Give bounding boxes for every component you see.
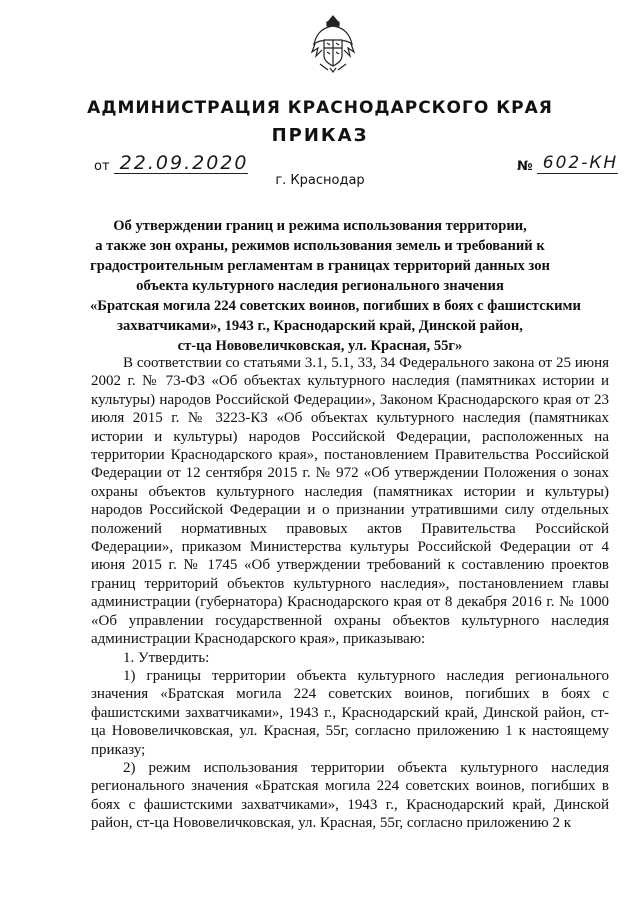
city-label: г. Краснодар bbox=[275, 173, 365, 188]
number-field bbox=[517, 153, 618, 174]
number-prefix: № bbox=[517, 159, 533, 174]
title-line: градостроительным регламентам в границах территорий данных зон bbox=[90, 258, 550, 274]
order-item-1: 1. Утвердить: bbox=[123, 649, 210, 666]
title-line: а также зон охраны, режимов использования земель и требований к bbox=[95, 238, 545, 254]
order-subitem-1: 1) границы территории объекта культурного наследия регионального значения «Братская могила 224 советских воинов, погибших в боях с фашистскими захватчиками», 1943 г., Краснодарский край, Динской район, ст-ца Нововеличковская, ул. Красная, 55г, согласно приложению 1 к настоящему приказу; bbox=[91, 667, 609, 758]
title-line: захватчиками», 1943 г., Краснодарский край, Динской район, bbox=[117, 318, 523, 334]
title-line: Об утверждении границ и режима использования территории, bbox=[113, 218, 527, 234]
title-line: ст-ца Нововеличковская, ул. Красная, 55г» bbox=[177, 338, 463, 354]
date-value: 22.09.2020 bbox=[114, 153, 249, 174]
order-subitem-2: 2) режим использования территории объекта культурного наследия регионального значения «Братская могила 224 советских воинов, погибших в боях с фашистскими захватчиками», 1943 г., Краснодарский край, Динской район, ст-ца Нововеличковская, ул. Красная, 55г, согласно приложению 2 к bbox=[91, 759, 609, 832]
preamble-paragraph: В соответствии со статьями 3.1, 5.1, 33, 34 Федерального закона от 25 июня 2002 г. № 73-ФЗ «Об объектах культурного наследия (памятниках истории и культуры) народов Российской Федерации», Законом Краснодарского края от 23 июля 2015 г. № 3223-КЗ «Об объектах культурного наследия (памятниках истории и культуры) народов Российской Федерации, расположенных на территории Краснодарского края», постановлением Правительства Российской Федерации от 12 сентября 2015 г. № 972 «Об утверждении Положения о зонах охраны объектов культурного наследия (памятниках истории и культуры) народов Российской Федерации и о признании утратившими силу отдельных положений нормативных правовых актов Правительства Российской Федерации», приказом Министерства культуры Российской Федерации от 4 июня 2015 г. № 1745 «Об утверждении требований к составлению проектов границ территорий объектов культурного наследия», постановлением главы администрации (губернатора) Краснодарского края от 8 декабря 2016 г. № 1000 «Об управлении государственной охраны объектов культурного наследия администрации Краснодарского края», приказываю: bbox=[91, 355, 609, 648]
date-field bbox=[94, 153, 248, 174]
document-type: ПРИКАЗ bbox=[271, 125, 369, 146]
organization-name: АДМИНИСТРАЦИЯ КРАСНОДАРСКОГО КРАЯ bbox=[87, 98, 553, 118]
number-value: 602-КН bbox=[537, 153, 618, 174]
document-title bbox=[90, 216, 581, 356]
title-line: объекта культурного наследия регионального значения bbox=[136, 278, 504, 294]
document-body bbox=[91, 354, 609, 833]
title-line: «Братская могила 224 советских воинов, погибших в боях с фашистскими bbox=[90, 298, 581, 314]
date-prefix: от bbox=[94, 159, 110, 174]
coat-of-arms-icon bbox=[310, 14, 356, 74]
